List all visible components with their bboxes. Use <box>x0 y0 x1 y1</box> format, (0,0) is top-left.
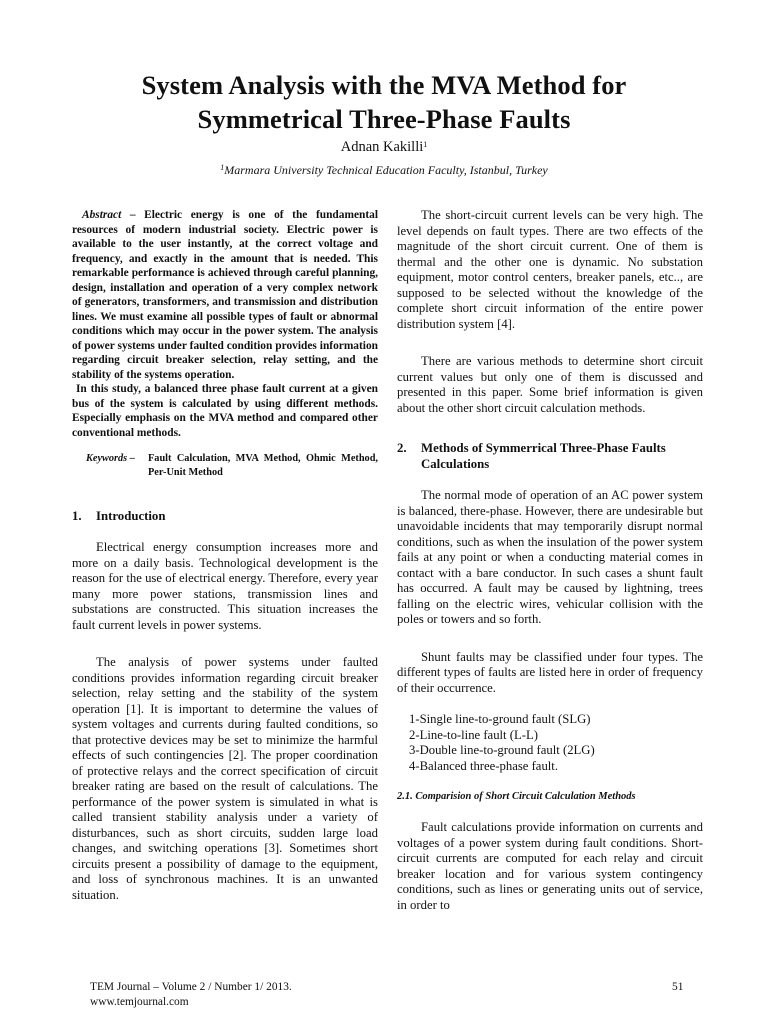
abstract <box>72 208 378 440</box>
methods-paragraph-1: The normal mode of operation of an AC power system is balanced, there-phase. However, there are undesirable but unavoidable incidents that may temporarily disrupt normal conditions, such as when the insulation of the power system fails at any point or when a conducting material comes in contact with a bare conductor. In such cases a shunt fault has occurred. A fault may be caused by lightning, trees falling on the electric wires, vehicular collision with the poles or towers and so forth. <box>397 488 703 626</box>
right-paragraph-1: The short-circuit current levels can be very high. The level depends on fault types. There are two effects of the magnitude of the short circuit current. One of them is thermal and the other one is dynamic. No substation equipment, motor control centers, breaker panels, etc.., are supposed to be selected without the knowledge of the complete short circuit information of the entire power distribution system [4]. <box>397 208 703 331</box>
keywords <box>72 452 378 479</box>
abstract-paragraph-1 <box>72 208 378 382</box>
right-body <box>397 208 703 416</box>
footer-left <box>90 980 292 1010</box>
abstract-dash: – <box>121 209 145 221</box>
abstract-text-1: Electric energy is one of the fundamental resources of modern industrial society. Electric power is available to the user instantly, at the correct voltage and frequency, and exactly in the amount that is needed. This remarkable performance is achieved through careful planning, design, installation and operation of a very complex network of generators, transformers, and transmission and distribution lines. We must examine all possible types of fault or abnormal conditions which may occur in the power system. The analysis of power systems under faulted condition provides information regarding circuit breaker selection, relay setting, and the stability of the systems operation. <box>72 209 378 381</box>
list-item: 1-Single line-to-ground fault (SLG) <box>409 712 591 726</box>
methods-paragraph-2: Shunt faults may be classified under four types. The different types of faults are listed here in order of frequency of their occurrence. <box>397 649 703 695</box>
affiliation-text: Marmara University Technical Education Faculty, Istanbul, Turkey <box>224 163 548 177</box>
right-paragraph-2: There are various methods to determine short circuit current values but only one of them is discussed and presented in this paper. Some brief information is given about the other short circuit calculation methods. <box>397 354 703 415</box>
list-item: 4-Balanced three-phase fault. <box>409 758 559 773</box>
section-title: Introduction <box>96 509 166 523</box>
intro-paragraph-1: Electrical energy consumption increases more and more on a daily basis. Technological development is the reason for the use of electrical energy. Therefore, every year many more power stations, transmission lines and substations are constructed. This situation increases the fault current levels in power systems. <box>72 540 378 632</box>
right-column <box>397 208 703 913</box>
keywords-label: Keywords – <box>86 453 135 464</box>
abstract-paragraph-2: In this study, a balanced three phase fault current at a given bus of the system is calculated by using different methods. Especially emphasis on the MVA method and compared other conventional methods. <box>72 383 378 439</box>
footer-journal: TEM Journal – Volume 2 / Number 1/ 2013. <box>90 981 292 993</box>
title-line-1: System Analysis with the MVA Method for <box>141 70 627 100</box>
subsection-body <box>397 820 703 913</box>
author <box>60 138 708 156</box>
subsection-paragraph-1: Fault calculations provide information on currents and voltages of a power system during fault conditions. Short-circuit currents are computed for each relay and circuit breaker location and for various system contingency conditions, such as lines or generating units out of service, in order to <box>397 820 703 912</box>
title-line-2: Symmetrical Three-Phase Faults <box>197 104 571 134</box>
author-superscript: 1 <box>423 140 428 149</box>
footer-website[interactable]: www.temjournal.com <box>90 996 189 1008</box>
introduction-body <box>72 540 378 903</box>
section-number: 1. <box>72 509 82 523</box>
fault-types-list <box>397 712 703 774</box>
section-heading-introduction <box>72 508 378 524</box>
abstract-label: Abstract <box>82 209 122 221</box>
author-name: Adnan Kakilli <box>340 139 424 155</box>
intro-paragraph-2: The analysis of power systems under faulted conditions provides information regarding circuit breaker selection, relay setting and the stability of the system operation [1]. It is important to determine the values of system voltages and currents during faulted conditions, so that protective devices may be set to minimize the harmful effects of such contingencies [2]. The proper coordination of protective relays and the correct specification of circuit breaker rating are based on the result of calculations. The performance of the power system is simulated in what is called transient stability analysis under a variety of disturbances, such as short circuits, sudden large load changes, and switching operations [3]. Sometimes short circuits present a possibility of damage to the equipment, and loss of synchronous machines. It is an unwanted situation. <box>72 655 378 902</box>
affiliation <box>60 162 708 178</box>
list-item: 3-Double line-to-ground fault (2LG) <box>409 743 595 757</box>
section-heading-methods <box>397 440 703 472</box>
methods-body <box>397 488 703 696</box>
section-number: 2. <box>397 441 407 455</box>
section-title: Methods of Symmerrical Three-Phase Faults Calculations <box>421 441 666 471</box>
list-item: 2-Line-to-line fault (L-L) <box>409 727 538 742</box>
page-number: 51 <box>672 981 684 993</box>
paper-title <box>60 68 708 136</box>
affiliation-superscript: 1 <box>220 163 225 172</box>
subsection-heading: 2.1. Comparision of Short Circuit Calculation Methods <box>397 791 636 802</box>
left-column <box>72 208 378 903</box>
keywords-text: Fault Calculation, MVA Method, Ohmic Method, Per-Unit Method <box>148 453 378 478</box>
